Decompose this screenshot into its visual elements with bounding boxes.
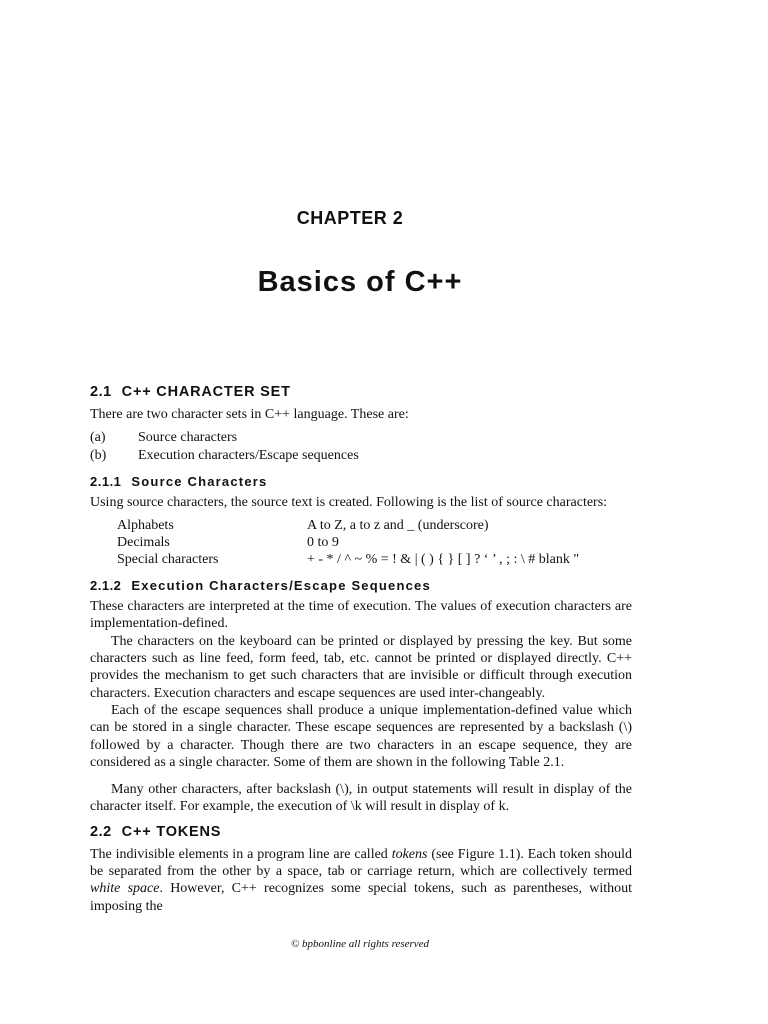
page-body — [90, 384, 632, 915]
paragraph: There are two character sets in C++ language. These are: — [90, 407, 409, 422]
list-marker: (b) — [90, 447, 107, 463]
list-item-text: Execution characters/Escape sequences — [138, 447, 359, 463]
table-cell-value: A to Z, a to z and _ (underscore) — [307, 518, 489, 534]
source-characters-table — [117, 517, 579, 568]
section-number: 2.1.1 — [90, 473, 122, 489]
list-item-text: Source characters — [138, 430, 238, 446]
section-heading-2-1 — [90, 384, 632, 400]
section-title: Source Characters — [131, 473, 268, 489]
section-title: Execution Characters/Escape Sequences — [131, 578, 431, 594]
emphasis-tokens: tokens — [391, 846, 428, 862]
table-row — [117, 517, 579, 534]
copyright-footer: © bpbonline all rights reserved — [290, 938, 430, 950]
section-heading-2-2 — [90, 824, 632, 840]
list-item — [90, 429, 632, 446]
section-title: C++ TOKENS — [121, 823, 222, 840]
list-item — [90, 447, 632, 464]
section-number: 2.1 — [90, 384, 112, 400]
section-heading-2-1-1 — [90, 474, 632, 489]
section-title: C++ CHARACTER SET — [121, 384, 291, 400]
table-cell-key: Decimals — [117, 535, 170, 551]
emphasis-white-space: white space — [90, 881, 160, 897]
chapter-title: Basics of C++ — [257, 266, 463, 298]
section-heading-2-1-2 — [90, 578, 632, 593]
table-row — [117, 551, 579, 568]
paragraph: Using source characters, the source text is created. Following is the list of source characters: — [90, 494, 608, 510]
paragraph: These characters are interpreted at the time of execution. The values of execution characters are implementation-defined. — [90, 599, 632, 632]
paragraph-tokens — [90, 846, 632, 915]
list-marker: (a) — [90, 430, 106, 446]
text-run: The indivisible elements in a program line are called — [90, 846, 392, 862]
section-number: 2.2 — [90, 823, 112, 840]
chapter-label: CHAPTER 2 — [296, 208, 404, 228]
paragraph: Each of the escape sequences shall produce a unique implementation-defined value which can be stored in a single character. These escape sequences are represented by a backslash (\) followed by a character. Though there are two characters in an escape sequence, they are considered as a single character. Some of them are shown in the following Table 2.1. — [90, 702, 632, 770]
table-cell-value: + - * / ^ ~ % = ! & | ( ) { } [ ] ? ‘ ’ , ; : \ # blank " — [307, 552, 580, 568]
table-cell-key: Alphabets — [117, 518, 174, 534]
section-number: 2.1.2 — [90, 578, 122, 594]
table-row — [117, 534, 579, 551]
text-run: . However, C++ recognizes some special tokens, such as parentheses, without imposing the — [90, 881, 632, 914]
table-cell-value: 0 to 9 — [307, 535, 339, 551]
paragraph: The characters on the keyboard can be printed or displayed by pressing the key. But some characters such as line feed, form feed, tab, etc. cannot be printed or displayed directly. C++ provides the mechanism to get such characters that are invisible or difficult through execution characters. Execution characters and escape sequences are used inter-changeably. — [90, 633, 632, 701]
paragraph: Many other characters, after backslash (\), in output statements will result in display of the character itself. For example, the execution of \k will result in display of k. — [90, 782, 632, 815]
text-run: (see Figure 1.1). Each token should be separated from the other by a space, tab or carriage return, which are collectively termed — [90, 846, 632, 880]
table-cell-key: Special characters — [117, 552, 219, 568]
